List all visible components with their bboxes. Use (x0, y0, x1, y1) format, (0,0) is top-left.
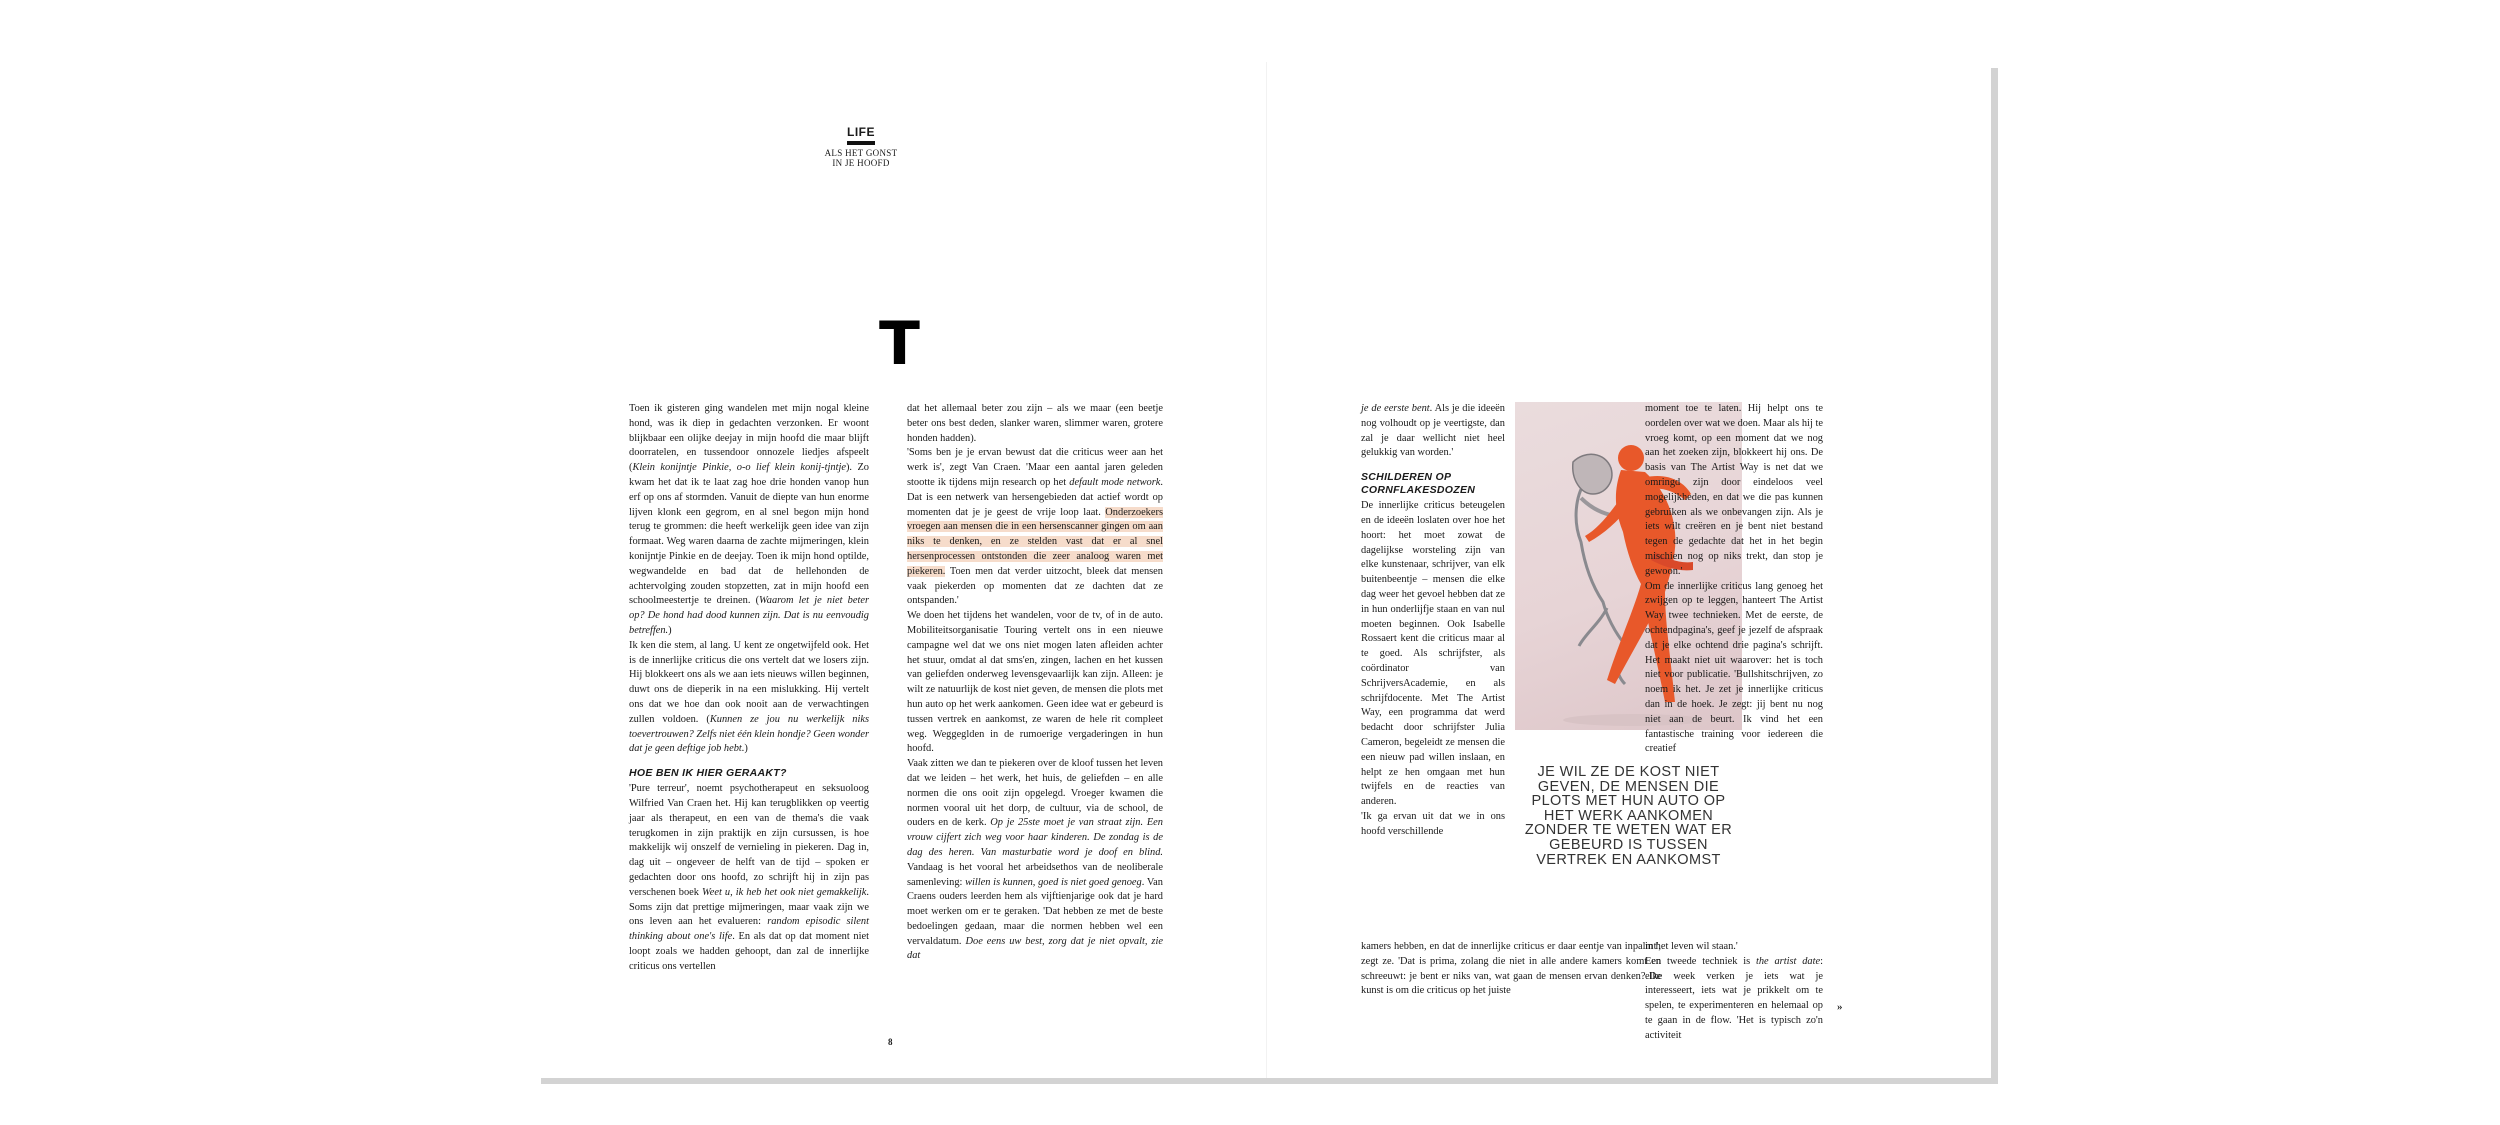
page-gutter (1266, 62, 1267, 1078)
paragraph: De innerlijke criticus beteugelen en de ideeën loslaten over hoe het hoort: het moet zowat de dagelijkse worsteling zijn van elke kunstenaar, schrijver, van elk buitenbeentje – mensen die elke dag weer het gevoel hebben dat ze in hun onderlijfje staan en van nul moeten beginnen. Ook Isabelle Rossaert kent die criticus maar al te goed. Als schrijfster, als coördinator van SchrijversAcademie, en als schrijfdocente. Met The Artist Way, een programma dat werd bedacht door schrijfster Julia Cameron, begeleidt ze mensen die een nieuw pad willen inslaan, en helpt ze hen omgaan met hun twijfels en de reacties van anderen. (1361, 500, 1505, 808)
continuation-mark: » (1837, 1001, 1843, 1013)
paragraph: dat het allemaal beter zou zijn – als we maar (een beetje beter ons best deden, slanker waren, slimmer waren, grotere honden hadden). (907, 403, 1163, 444)
section-subtitle-line-2: IN JE HOOFD (832, 158, 890, 168)
paragraph: 'Ik ga ervan uit dat we in ons hoofd verschillende (1361, 810, 1505, 837)
drop-cap: T (879, 309, 920, 379)
article-column-3-continued (1361, 940, 1661, 999)
page-shadow-right (1991, 68, 1998, 1084)
section-bar (847, 141, 875, 145)
paragraph: je de eerste bent. Als je die ideeën nog volhoudt op je veertigste, dan zal je daar wellicht niet heel gelukkig van worden.' (1361, 403, 1505, 459)
page-number: 8 (888, 1037, 893, 1047)
paragraph: kamers hebben, en dat de innerlijke criticus er daar eentje van inpalmt', zegt ze. 'Dat is prima, zolang die niet in alle andere kamers komt en schreeuwt: je bent er niks van, wat gaan de mensen ervan denken? De kunst is om die criticus op het juiste (1361, 941, 1661, 997)
magazine-spread (541, 62, 1991, 1078)
subheading: SCHILDEREN OP CORNFLAKESDOZEN (1361, 471, 1476, 497)
paragraph: moment toe te laten. Hij helpt ons te oordelen over wat we doen. Maar als hij te vroeg komt, op een moment dat we nog aan het zoeken zijn, blokkeert hij ons. De basis van The Artist Way is net dat we omringd zijn door eindeloos veel mogelijkheden, en dat we die pas kunnen gebruiken als we onbevangen zijn. Als je iets wilt creëren en je bent niet bestand tegen de gedachte dat het in het begin mischien nog op niks trekt, dan stop je gewoon.' (1645, 403, 1823, 577)
page-shadow-bottom (541, 1078, 1998, 1084)
paragraph: 'Soms ben je je ervan bewust dat die criticus weer aan het werk is', zegt Van Craen. 'Maar een aantal jaren geleden stootte ik tijdens mijn research op het default mode network. Dat is een netwerk van hersengebieden dat actief wordt op momenten dat je je geest de vrije loop laat. Onderzoekers vroegen aan mensen die in een hersenscanner gingen om aan niks te denken, en ze stelden vast dat er al snel hersenprocessen ontstonden die zeer analoog waren met piekeren. Toen men dat verder uitzocht, bleek dat mensen vaak piekerden op momenten dat ze dachten dat ze ontspanden.' (907, 447, 1163, 607)
article-column-3 (1361, 402, 1505, 840)
paragraph: in het leven wil staan.' (1645, 941, 1738, 952)
paragraph: We doen het tijdens het wandelen, voor de tv, of in de auto. Mobiliteitsorganisatie Touring vertelt ons in een nieuwe campagne wel dat we ons niet mogen laten afleiden achter het stuur, omdat al dat sms'en, zingen, lachen en het kussen van geliefden onderweg levensgevaarlijk kan zijn. Alleen: je wilt ze natuurlijk de kost niet geven, de mensen die plots met hun auto op het werk aankomen. Geen idee wat er gebeurd is tussen vertrek en aankomst, ze waren de hele rit compleet weg. Weggeglden in de rumoerige vergaderingen in hun hoofd. (907, 610, 1163, 755)
article-column-4 (1645, 402, 1823, 757)
paragraph: Vaak zitten we dan te piekeren over de kloof tussen het leven dat we leiden – het werk, het huis, de geliefden – en alle normen die ons ooit zijn opgelegd. Vroeger kwamen die normen vooral uit het dorp, de cultuur, via de school, de ouders en de kerk. Op je 25ste moet je van straat zijn. Een vrouw cijfert zich weg voor haar kinderen. De zondag is de dag des heren. Van masturbatie word je doof en blind. Vandaag is het vooral het arbeidsethos van de neoliberale samenleving: willen is kunnen, goed is niet goed genoeg. Van Craens ouders leerden hem als vijftienjarige ook dat je hard moet werken om er te geraken. 'Dat hebben ze met de beste bedoelingen gedaan, maar die normen hebben wel een vervaldatum. Doe eens uw best, zorg dat je niet opvalt, zie dat (907, 758, 1163, 962)
subheading: HOE BEN IK HIER GERAAKT? (629, 767, 787, 780)
paragraph: Om de innerlijke criticus lang genoeg het zwijgen op te leggen, hanteert The Artist Way twee technieken. Met de eerste, de ochtendpagina's, geef je jezelf de afspraak dat je elke ochtend drie pagina's schrijft. Het maakt niet uit waarover: het is toch niet voor publicatie. 'Bullshitschrijven, zo noem ik het. Je zet je innerlijke criticus dan in de hoek. Je zegt: jij bent nu nog niet aan de beurt. Ik vind het een fantastische training voor iedereen die creatief (1645, 580, 1823, 755)
article-column-4-continued (1645, 940, 1823, 1044)
paragraph: Toen ik gisteren ging wandelen met mijn nogal kleine hond, was ik diep in gedachten verzonken. Er woont blijkbaar een olijke deejay in mijn hoofd die maar blijft doorratelen, en tussendoor onnozele liedjes afspeelt (Klein konijntje Pinkie, o-o lief klein konij-tjntje). Zo kwam het dat ik te laat zag hoe drie honden vanop hun erf op ons af stormden. Vanuit de diepte van hun enorme lijven klonk een gegrom, en al snel begon mijn hond terug te grommen: die heeft werkelijk geen idee van zijn formaat. Weg waren daarna de zachte mijmeringen, klein konijntje Pinkie en de deejay. Toen ik mijn hond optilde, wegwandelde en bad dat de hellehonden de achtervolging zouden stopzetten, zat in mijn hoofd een schoolmeestertje te dreinen. (Waarom let je niet beter op? De hond had dood kunnen zijn. Dat is nu eenvoudig betreffen.) (629, 403, 869, 636)
paragraph: Ik ken die stem, al lang. U kent ze ongetwijfeld ook. Het is de innerlijke criticus die ons vertelt dat we losers zijn. Hij blokkeert ons als we aan iets nieuws willen beginnen, duwt ons de dieperik in na een mislukking. Hij vertelt ons dat we hoe dan ook nooit aan de verwachtingen zullen voldoen. (Kunnen ze jou nu werkelijk niks toevertrouwen? Zelfs niet één klein hondje? Geen wonder dat je geen deftige job hebt.) (629, 639, 869, 755)
highlighted-passage: Onderzoekers vroegen aan mensen die in een hersenscanner gingen om aan niks te denken, en ze stelden vast dat er al snel hersenprocessen ontstonden die zeer analoog waren met piekeren. (907, 506, 1163, 577)
pull-quote: JE WIL ZE DE KOST NIET GEVEN, DE MENSEN DIE PLOTS MET HUN AUTO OP HET WERK AANKOMEN ZONDER TE WETEN WAT ER GEBEURD IS TUSSEN VERTREK EN AANKOMST (1524, 764, 1733, 868)
section-header (811, 125, 911, 168)
paragraph: Een tweede techniek is the artist date: elke week verken je iets wat je interesseert, iets wat je prikkelt om te spelen, te experimenteren en helemaal op te gaan in de flow. 'Het is typisch zo'n activiteit (1645, 955, 1823, 1041)
paragraph: 'Pure terreur', noemt psychotherapeut en seksuoloog Wilfried Van Craen het. Hij kan terugblikken op veertig jaar als therapeut, en een van de thema's die vaak terugkomen in zijn praktijk en zijn cursussen, is hoe makkelijk wij onszelf de vernieling in piekeren. Dag in, dag uit – ongeveer de helft van de tijd – spoken er gedachten door ons hoofd, zo schrijft hij in zijn pas verschenen boek Weet u, ik heb het ook niet gemakkelijk. Soms zijn dat prettige mijmeringen, maar vaak zijn we ons leven aan het evalueren: random episodic silent thinking about one's life. En als dat op dat moment niet loopt zoals we hadden gehoopt, dan zal de innerlijke criticus ons vertellen (629, 783, 870, 972)
article-column-2 (907, 402, 1163, 964)
article-column-1 (629, 402, 869, 974)
section-subtitle-line-1: ALS HET GONST (824, 148, 898, 158)
section-label: LIFE (847, 125, 875, 139)
